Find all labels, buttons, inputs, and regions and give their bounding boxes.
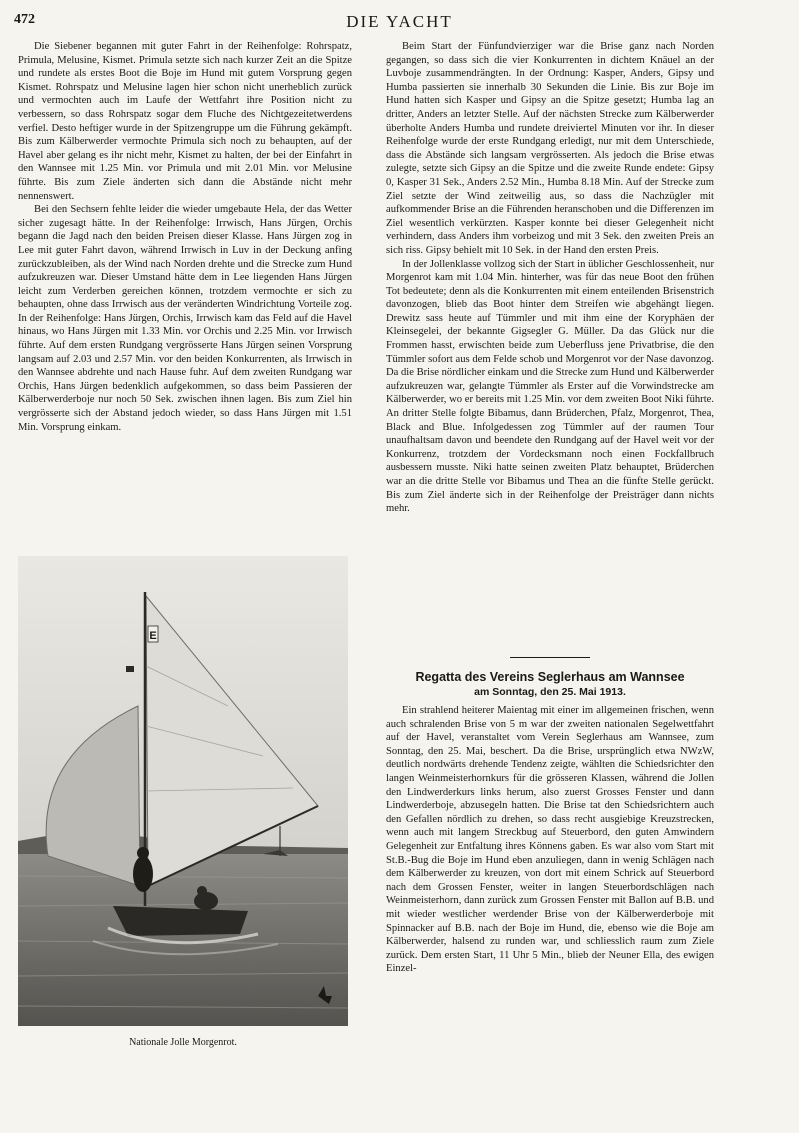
paragraph: Beim Start der Fünfundvierziger war die Brise ganz nach Norden gegangen, so dass sich die vier Konkurrenten in dichtem Knäuel an der Luvboje zusammendrängten. In der Ordnung: Kasper, Anders, Gipsy und Humba passierten sie innerhalb 30 Sekunden die Linie. Bis zur Boje im Hund hatten sich Kasper und Gipsy an die Spitze gesetzt; Humba lag an dritter, Anders an letzter Stelle. Auf der nächsten Strecke zum Kälberwerder überholte Anders Humba und rundete dreiviertel Minuten vor ihr. In dieser Reihenfolge wurde der erste Rundgang erledigt, nur mit dem Unterschiede, dass die Abstände sich langsam vergrösserten. Als jedoch die Brise etwas zulegte, setzte sich Gipsy an die Spitze und die zweite Runde endete: Gipsy 0, Kasper 31 Sek., Anders 2.52 Min., Humba 8.18 Min. Auf der Strecke zum Ziel setzte der Wind zeitweilig aus, so dass die Nachzügler mit aufkommender Brise an die Führenden heranschoben und die Differenzen im Ziel wesentlich verkürzten. Kasper konnte bei dieser Gelegenheit nicht verhindern, dass Anders ihm vorbeizog und mit 3 Sek. den zweiten Preis an sich riss. Gipsy behielt mit 10 Sek. in der Hand den ersten Preis. — [386, 41, 714, 256]
section-heading — [386, 669, 714, 699]
sailboat-photo — [18, 556, 348, 1026]
paragraph: Ein strahlend heiterer Maientag mit einer im allgemeinen frischen, wenn auch schralenden Brise von 5 m war der zweiten nationalen Segelwettfahrt auf der Havel, veranstaltet vom Verein Seglerhaus am Wannsee, zum Sonntag, den 25. Mai, beschert. Da die Brise, ursprünglich etwa NWzW, deutlich nordwärts drehende Tendenz zeigte, wählten die Schiedsrichter den langen Weinmeisterhornkurs für die grösseren Klassen, während die Jollen den Lindwerderkurs links herum, also zuerst Grosses Fenster und dann Lindwerderboje, abzusegeln hatten. Die Brise tat den Schiedsrichtern auch den Gefallen nördlich zu drehen, so dass recht ausgiebige Kreuzstrecken, wenn auch mit langem Streckbug auf Steuerbord, den guten Amwindern Gelegenheit zur Entfaltung ihres Könnens gaben. Es war also vom Start mit St.B.-Bug die Boje im Hund eben anzuliegen, dann in wenig Schlägen nach dem Kälberwerder zu kreuzen, von dort mit einem Schrick auf Steuerbord nach dem Grossen Fenster, weiter in langen Steuerbordschlägen nach Weinmeisterhorn, dann zurück zum Grossen Fenster mit Ballon auf B.B. und mit wieder westlicher werdender Brise von der Kälberwerderboje mit Spinnacker auf B.B. nach der Boje im Hund, die, ebenso wie die Boje am Kälberwerder, halsend zu runden war, und schliesslich raum zum Ziele zurück. Dem ersten Start, 11 Uhr 5 Min., blieb der Neuner Ella, des ewigen Einzel- — [386, 705, 714, 975]
section-divider — [510, 657, 590, 658]
water — [18, 854, 348, 1026]
page-header — [14, 12, 785, 34]
paragraph: Die Siebener begannen mit guter Fahrt in der Reihenfolge: Rohrspatz, Primula, Melusine, Kismet. Primula setzte sich nach kurzer Zeit an die Spitze und rundete als erstes Boot die Boje im Hund mit gutem Vorsprung gegen Kismet. Rohrspatz und Melusine lagen hier schon nicht unerheblich zurück und vermochten auch im Laufe der Wettfahrt ihre Position nicht zu verbessern, so dass Rohrspatz sogar dem Fluche des Nichtgezeitetwerdens verfiel. Desto heftiger wurde in der Spitzengruppe um die Führung gekämpft. Bis zum Kälberwerder vermochte Primula sich noch zu behaupten, auf der Havel aber gelang es ihr nicht mehr, Kismet zu halten, der bei der Einfahrt in den Wannsee mit 1.25 Min. vor Primula und mit 2.01 Min. vor Melusine führte. Bis zum Ziele änderten sich dann die Abstände nicht mehr nennenswert. — [18, 41, 352, 202]
section-body — [386, 704, 714, 976]
paragraph: In der Jollenklasse vollzog sich der Start in üblicher Geschlossenheit, nur Morgenrot kam mit 1.04 Min. hinterher, was für das neue Boot den frühen Tot bedeutete; denn als die Konkurrenten mit einem enteilenden Brisenstrich davonzogen, blieb das Boot hinter dem Streifen wie abgehängt liegen. Drewitz sass heute auf Tümmler und mit ihm eine der Koryphäen der Kleinsegelei, der bekannte Gigsegler G. Müller. Da das Glück nur die Frommen hasst, erwischten beide zum Ueberfluss jene Privatbrise, die den Tümmler sofort aus dem Felde schob und Morgenrot vor der Nase davonzog. Da die Brise nördlicher einkam und die Strecke zum Hund und Kälberwerder aufzukreuzen war, gelangte Tümmler als Erster auf die Vorwindstrecke am Kälberwerder, wo er bereits mit 1.25 Min. vor dem zweiten Boot Niki führte. An dritter Stelle folgte Bibamus, dann Brüderchen, Pfalz, Morgenrot, Thea, Black and Blue. Infolgedessen zog Tümmler auf der raumen Tour unaufhaltsam davon und beendete den Rundgang auf der Havel weit vor der Konkurrenz, trotzdem der Vordecksmann noch einen Fockfallbruch ausbessern musste. Niki hatte seinen zweiten Platz behauptet, Brüderchen war an die dritte Stelle vor Bibamus und Thea an die fünfte Stelle gerückt. Bis zum Ziel änderte sich in der Reihenfolge der Preisträger dann nichts mehr. — [386, 258, 715, 515]
page-number: 472 — [14, 12, 35, 27]
section-title: Regatta des Vereins Seglerhaus am Wannsee — [415, 670, 685, 684]
sailor-standing — [133, 856, 153, 892]
magazine-title: DIE YACHT — [346, 12, 453, 31]
paragraph: Bei den Sechsern fehlte leider die wieder umgebaute Hela, der das Wetter sicher zugesagt hätte. In der Reihenfolge: Irrwisch, Hans Jürgen, Orchis begann die Jagd nach den beiden Preisen dieser Klasse. Hans Jürgen zog in Lee mit guter Fahrt davon, während Irrwisch in Luv in der Deckung anfing zurückzubleiben, als der Wind nach Norden drehte und die Strecke zum Hund aufzukreuzen war. Dieser Umstand hätte dem in Lee liegenden Hans Jürgen leicht zum Verderben gereichen können, trotzdem vermochte er sich zu behaupten, ohne dass Irrwisch aus der veränderten Windrichtung Vorteile zog. In der Reihenfolge: Hans Jürgen, Orchis, Irrwisch kam das Feld auf die Havel hinaus, wo Hans Jürgen mit 1.33 Min. vor Orchis und 2.25 Min. vor Irrwisch führte. Auf dem ersten Rundgang vergrösserte Hans Jürgen seinen Vorsprung langsam auf 2.03 und 2.57 Min. vor den beiden Konkurrenten, als Irrwisch in den Wannsee abdrehte und nach Hause fuhr. Auf dem zweiten Rundgang war Orchis, Hans Jürgen bedenklich aufgekommen, so dass beim Passieren der Kälberwerderboje nur noch 50 Sek. zwischen ihnen lagen. Bis zum Ziel hin vergrösserte sich der Abstand jedoch wieder, so dass Hans Jürgen mit 1.51 Min. Vorsprung einkam. — [18, 204, 352, 433]
photo-caption: Nationale Jolle Morgenrot. — [129, 1037, 237, 1048]
section-subtitle: am Sonntag, den 25. Mai 1913. — [474, 686, 626, 698]
sailor-sitting — [194, 892, 218, 910]
sail-letter: E — [149, 630, 157, 642]
hull — [113, 906, 248, 936]
left-column — [18, 40, 352, 434]
sailboat-illustration — [18, 556, 348, 1026]
right-column — [386, 40, 714, 516]
